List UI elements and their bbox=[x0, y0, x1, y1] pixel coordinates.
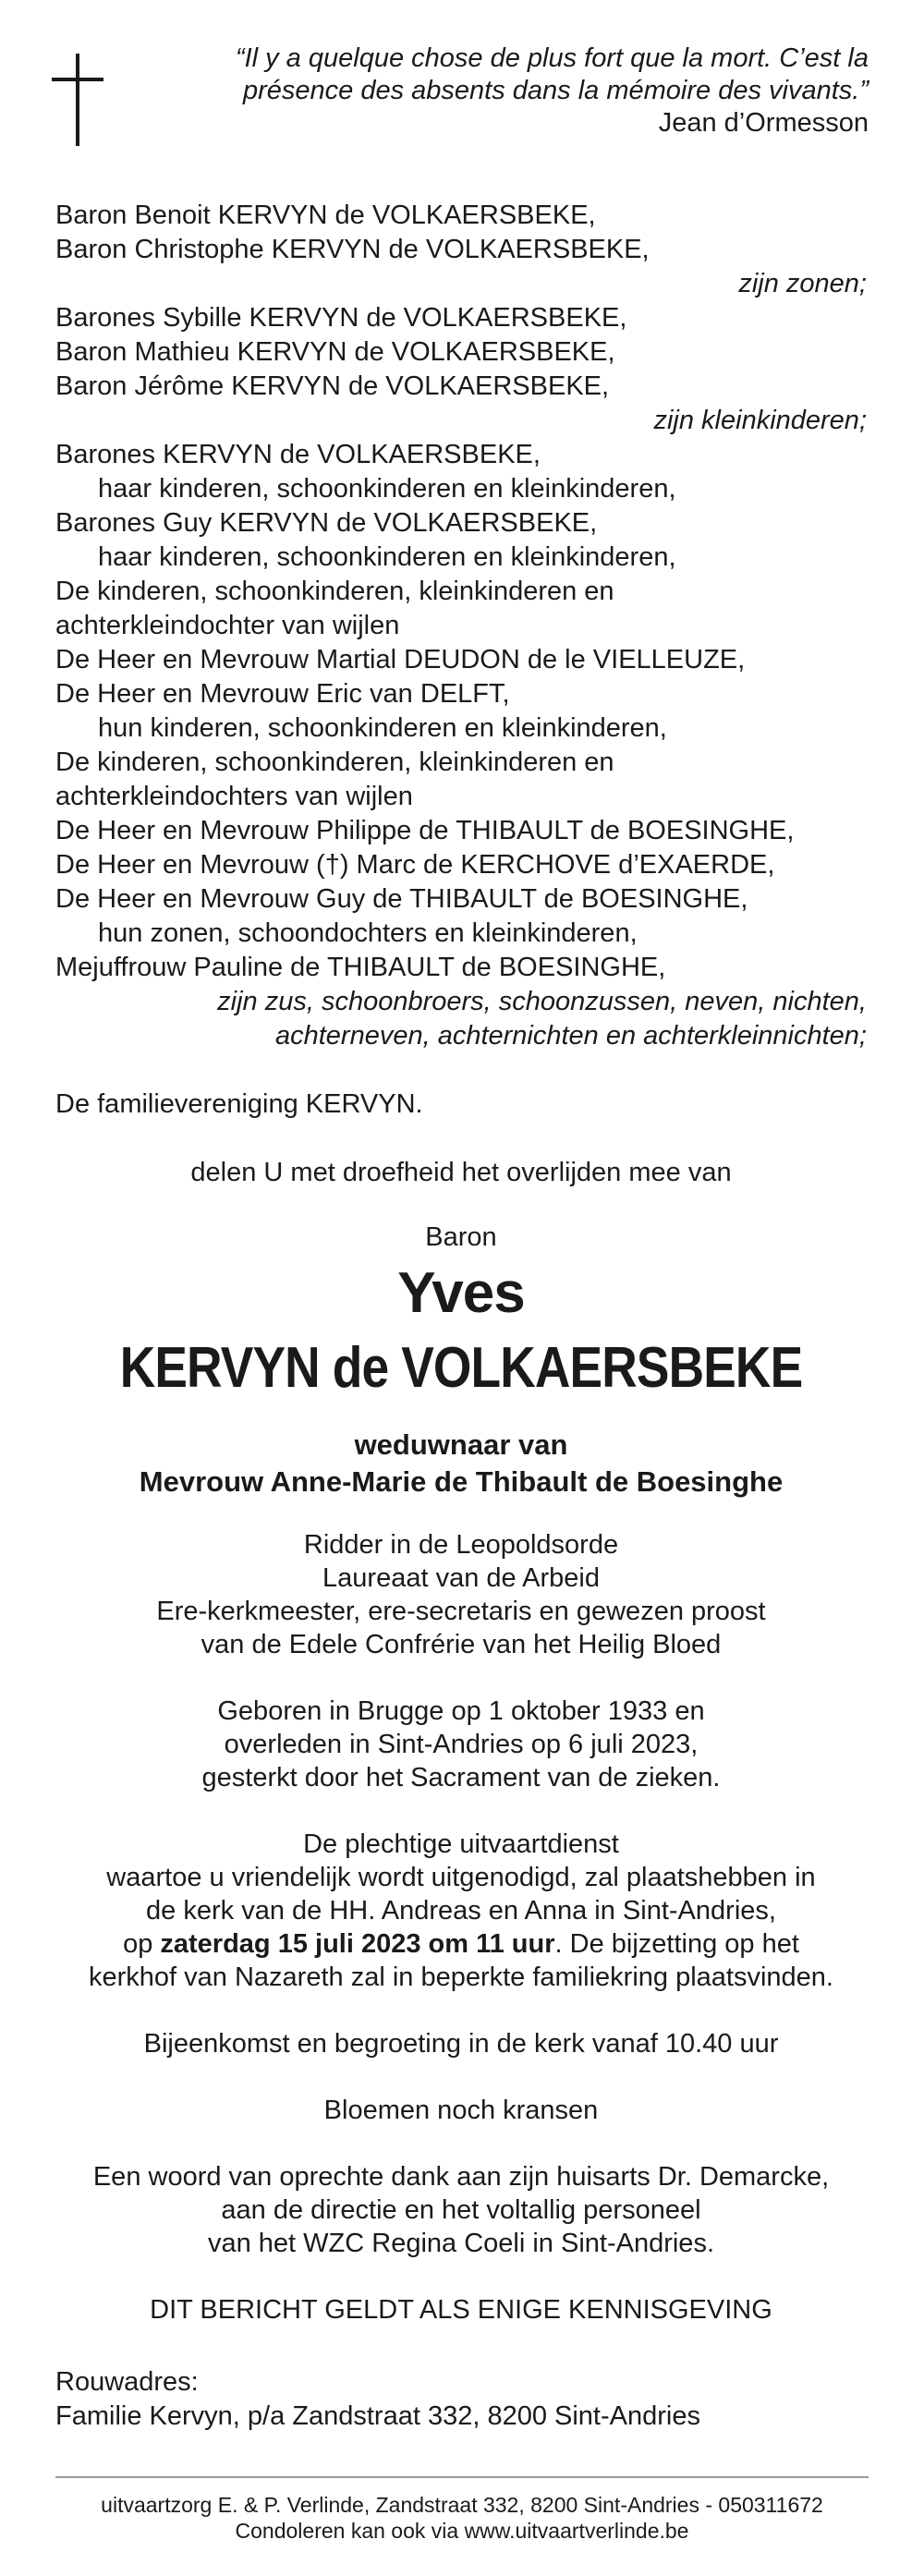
spouse-label: weduwnaar van bbox=[354, 1428, 568, 1461]
family-member: Baron Jérôme KERVYN de VOLKAERSBEKE, bbox=[55, 371, 610, 401]
family-member: hun kinderen, schoonkinderen en kleinkinderen, bbox=[98, 713, 667, 743]
service-line: waartoe u vriendelijk wordt uitgenodigd, zal plaatshebben in bbox=[106, 1863, 816, 1892]
family-member: Baron Benoit KERVYN de VOLKAERSBEKE, bbox=[55, 200, 596, 230]
service-date-suffix: . De bijzetting op het bbox=[554, 1929, 799, 1959]
service-line: kerkhof van Nazareth zal in beperkte familiekring plaatsvinden. bbox=[89, 1962, 833, 1992]
honor-line: Laureaat van de Arbeid bbox=[322, 1563, 600, 1593]
relation-label: zijn zus, schoonbroers, schoonzussen, neven, nichten, bbox=[217, 987, 867, 1016]
gathering-line: Bijeenkomst en begroeting in de kerk vanaf 10.40 uur bbox=[143, 2029, 779, 2059]
quote-line: présence des absents dans la mémoire des vivants.” bbox=[242, 76, 869, 105]
service-date-prefix: op bbox=[123, 1929, 161, 1959]
announcement-body bbox=[55, 199, 867, 2434]
deceased-last-name: KERVYN de VOLKAERSBEKE bbox=[119, 1336, 803, 1400]
thanks-line: van het WZC Regina Coeli in Sint-Andries. bbox=[207, 2229, 714, 2258]
family-member: Mejuffrouw Pauline de THIBAULT de BOESINGHE, bbox=[55, 953, 666, 982]
family-member: Barones Sybille KERVYN de VOLKAERSBEKE, bbox=[55, 303, 627, 333]
family-member: De Heer en Mevrouw (†) Marc de KERCHOVE d’EXAERDE, bbox=[55, 850, 775, 880]
address-value: Familie Kervyn, p/a Zandstraat 332, 8200 Sint-Andries bbox=[55, 2401, 700, 2431]
family-member: Barones KERVYN de VOLKAERSBEKE, bbox=[55, 440, 541, 469]
family-member: Barones Guy KERVYN de VOLKAERSBEKE, bbox=[55, 508, 598, 538]
honor-line: Ridder in de Leopoldsorde bbox=[303, 1530, 619, 1560]
service-line: De plechtige uitvaartdienst bbox=[303, 1829, 619, 1859]
family-member: haar kinderen, schoonkinderen en kleinkinderen, bbox=[98, 542, 676, 572]
flowers-line: Bloemen noch kransen bbox=[323, 2096, 599, 2125]
service-line: de kerk van de HH. Andreas en Anna in Sint-Andries, bbox=[146, 1896, 776, 1926]
announcement-line: delen U met droefheid het overlijden mee van bbox=[190, 1158, 732, 1187]
honor-line: van de Edele Confrérie van het Heilig Bloed bbox=[201, 1630, 722, 1659]
quote-author: Jean d’Ormesson bbox=[658, 108, 869, 138]
family-member: De Heer en Mevrouw Eric van DELFT, bbox=[55, 679, 510, 709]
family-member: De Heer en Mevrouw Philippe de THIBAULT de BOESINGHE, bbox=[55, 816, 795, 845]
family-member: achterkleindochters van wijlen bbox=[55, 782, 413, 811]
footer-condolence-link[interactable]: Condoleren kan ook via www.uitvaartverlinde.be bbox=[235, 2519, 689, 2543]
life-line: gesterkt door het Sacrament van de zieken. bbox=[201, 1763, 721, 1792]
family-member: hun zonen, schoondochters en kleinkinderen, bbox=[98, 918, 638, 948]
footer-funeral-home: uitvaartzorg E. & P. Verlinde, Zandstraat 332, 8200 Sint-Andries - 050311672 bbox=[101, 2493, 823, 2517]
family-member: Baron Mathieu KERVYN de VOLKAERSBEKE, bbox=[55, 337, 615, 367]
family-member: De kinderen, schoonkinderen, kleinkinderen en bbox=[55, 747, 614, 777]
quote-line: “Il y a quelque chose de plus fort que la mort. C’est la bbox=[235, 43, 869, 73]
family-member: Baron Christophe KERVYN de VOLKAERSBEKE, bbox=[55, 235, 650, 264]
service-date: zaterdag 15 juli 2023 om 11 uur bbox=[160, 1929, 555, 1959]
spouse-name: Mevrouw Anne-Marie de Thibault de Boesinghe bbox=[139, 1465, 784, 1498]
family-member: achterkleindochter van wijlen bbox=[55, 611, 400, 640]
thanks-line: Een woord van oprechte dank aan zijn huisarts Dr. Demarcke, bbox=[92, 2162, 830, 2192]
life-line: overleden in Sint-Andries op 6 juli 2023, bbox=[224, 1730, 699, 1759]
family-member: haar kinderen, schoonkinderen en kleinkinderen, bbox=[98, 474, 676, 504]
notice-line: DIT BERICHT GELDT ALS ENIGE KENNISGEVING bbox=[150, 2295, 772, 2325]
relation-label: zijn kleinkinderen; bbox=[653, 406, 867, 435]
deceased-first-name: Yves bbox=[397, 1261, 525, 1325]
family-association: De familievereniging KERVYN. bbox=[55, 1089, 423, 1119]
footer-divider bbox=[55, 2476, 869, 2478]
footer bbox=[0, 2492, 924, 2544]
life-line: Geboren in Brugge op 1 oktober 1933 en bbox=[217, 1696, 705, 1726]
deceased-title: Baron bbox=[425, 1222, 497, 1252]
family-member: De Heer en Mevrouw Martial DEUDON de le VIELLEUZE, bbox=[55, 645, 746, 674]
honor-line: Ere-kerkmeester, ere-secretaris en gewezen proost bbox=[156, 1597, 766, 1626]
address-label: Rouwadres: bbox=[55, 2367, 199, 2397]
thanks-line: aan de directie en het voltallig personeel bbox=[221, 2195, 701, 2225]
cross-icon bbox=[52, 54, 103, 146]
service-date-line bbox=[55, 1927, 867, 1961]
relation-label: achterneven, achternichten en achterkleinnichten; bbox=[274, 1021, 867, 1051]
epigraph-quote bbox=[166, 43, 869, 140]
relation-label: zijn zonen; bbox=[738, 269, 867, 298]
family-member: De kinderen, schoonkinderen, kleinkinderen en bbox=[55, 577, 614, 606]
family-member: De Heer en Mevrouw Guy de THIBAULT de BOESINGHE, bbox=[55, 884, 748, 914]
